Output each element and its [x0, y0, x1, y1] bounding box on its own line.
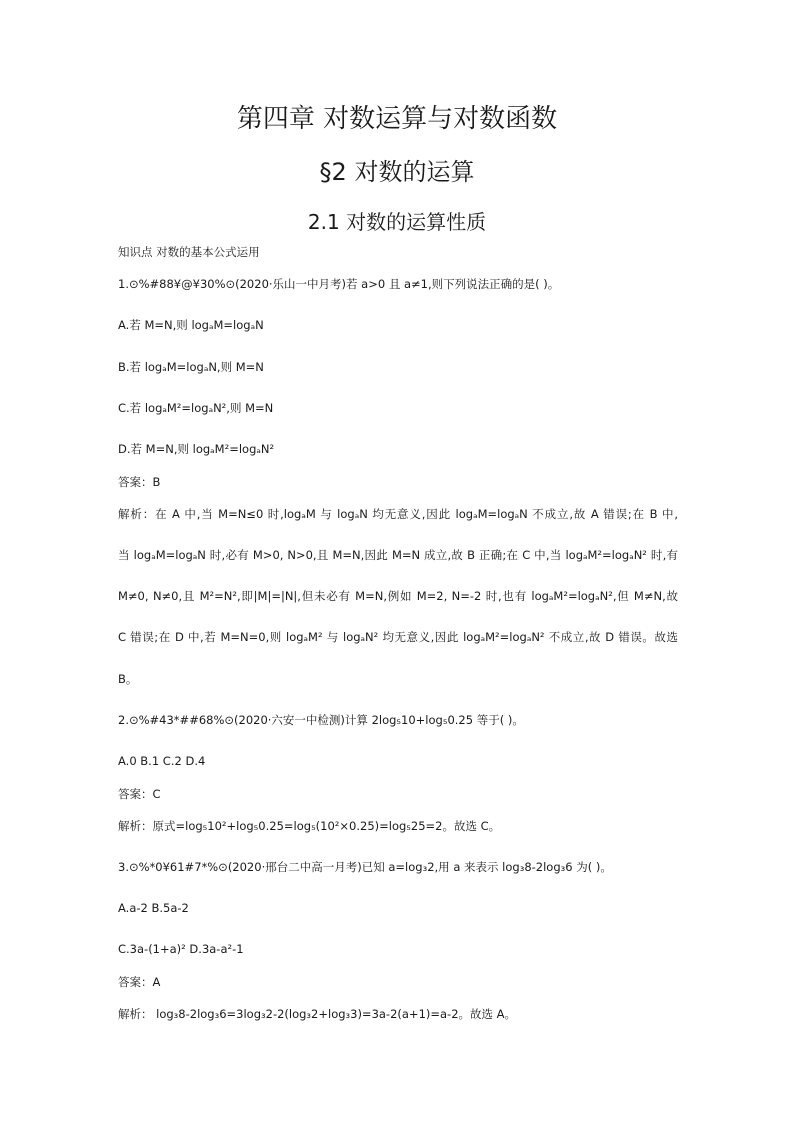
- q1-option-c: C.若 logₐM²=logₐN²,则 M=N: [118, 401, 274, 415]
- knowledge-point: 知识点 对数的基本公式运用: [118, 245, 260, 259]
- section-title: §2 对数的运算: [319, 158, 475, 186]
- q1-analysis-line-3: M≠0, N≠0,且 M²=N²,即|M|=|N|,但未必有 M=N,例如 M=2, N=-2 时,也有 logₐM²=logₐN²,但 M≠N,故: [118, 589, 678, 603]
- subsection-title: 2.1 对数的运算性质: [307, 210, 487, 234]
- q1-stem: 1.⊙%#88¥@¥30%⊙(2020·乐山一中月考)若 a>0 且 a≠1,则下列说法正确的是( )。: [118, 277, 560, 291]
- q1-analysis-line-5: B。: [118, 672, 138, 686]
- q3-options-row-2: C.3a-(1+a)² D.3a-a²-1: [118, 942, 244, 956]
- q1-option-b: B.若 logₐM=logₐN,则 M=N: [118, 360, 264, 374]
- q1-option-d: D.若 M=N,则 logₐM²=logₐN²: [118, 442, 275, 456]
- q3-analysis: 解析： log₃8-2log₃6=3log₃2-2(log₃2+log₃3)=3a-2(a+1)=a-2。故选 A。: [118, 1007, 517, 1021]
- q1-analysis-line-1: 解析：在 A 中,当 M=N≤0 时,logₐM 与 logₐN 均无意义,因此 logₐM=logₐN 不成立,故 A 错误;在 B 中,: [118, 507, 678, 521]
- q1-analysis-line-2: 当 logₐM=logₐN 时,必有 M>0, N>0,且 M=N,因此 M=N 成立,故 B 正确;在 C 中,当 logₐM²=logₐN² 时,有: [118, 548, 678, 562]
- q1-analysis-line-4: C 错误;在 D 中,若 M=N=0,则 logₐM² 与 logₐN² 均无意义,因此 logₐM²=logₐN² 不成立,故 D 错误。故选: [118, 630, 678, 644]
- q3-stem: 3.⊙%*0¥61#7*%⊙(2020·邢台二中高一月考)已知 a=log₃2,用 a 来表示 log₃8-2log₃6 为( )。: [118, 860, 612, 874]
- q1-option-a: A.若 M=N,则 logₐM=logₐN: [118, 318, 264, 332]
- q3-options-row-1: A.a-2 B.5a-2: [118, 901, 189, 915]
- q2-answer: 答案：C: [118, 787, 161, 801]
- q1-answer: 答案：B: [118, 475, 161, 489]
- q2-analysis: 解析：原式=log₅10²+log₅0.25=log₅(10²×0.25)=log₅25=2。故选 C。: [118, 819, 501, 833]
- q2-options: A.0 B.1 C.2 D.4: [118, 754, 206, 768]
- q3-answer: 答案：A: [118, 975, 161, 989]
- chapter-title: 第四章 对数运算与对数函数: [236, 104, 558, 134]
- q2-stem: 2.⊙%#43*##68%⊙(2020·六安一中检测)计算 2log₅10+log₅0.25 等于( )。: [118, 713, 524, 727]
